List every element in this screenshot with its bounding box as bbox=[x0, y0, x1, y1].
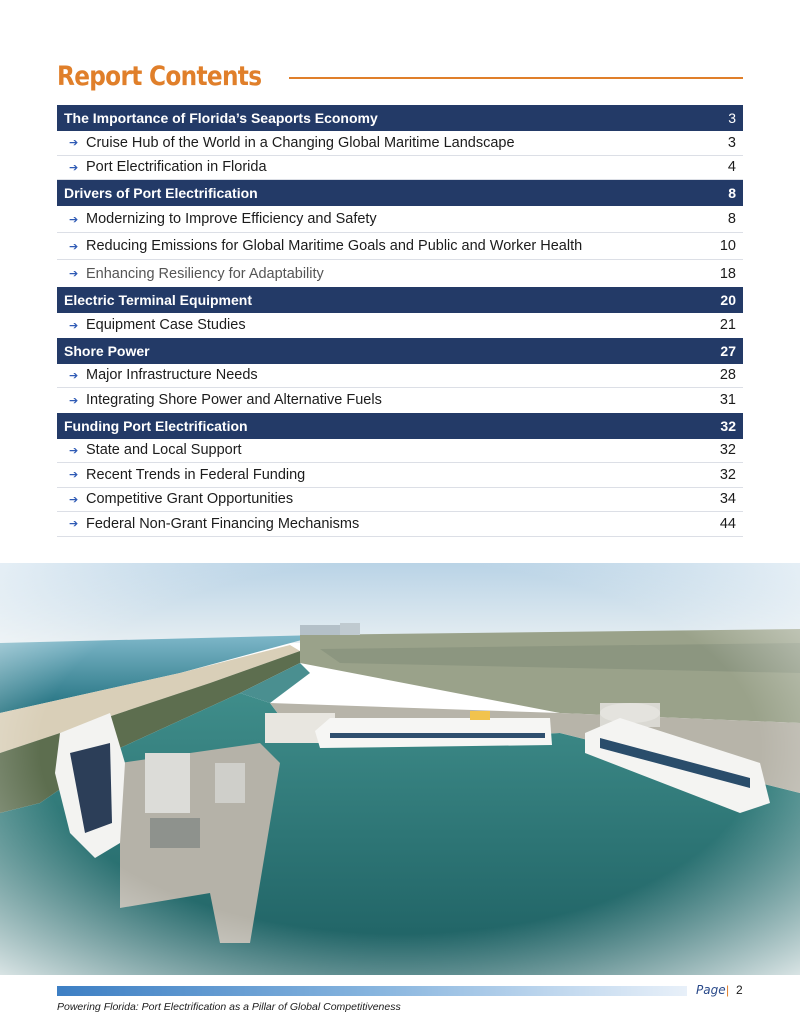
page-number: 2 bbox=[736, 983, 743, 997]
toc-item-page: 10 bbox=[719, 238, 736, 254]
toc-item-label: Competitive Grant Opportunities bbox=[86, 491, 294, 508]
page-label: Page bbox=[696, 983, 726, 997]
arrow-right-icon: ➔ bbox=[69, 213, 79, 226]
toc-item[interactable] bbox=[57, 260, 743, 287]
toc-item[interactable] bbox=[57, 488, 743, 513]
arrow-right-icon: ➔ bbox=[69, 444, 79, 457]
toc-item-page: 28 bbox=[719, 367, 736, 384]
toc-item[interactable] bbox=[57, 206, 743, 233]
toc-item-page: 3 bbox=[727, 134, 736, 151]
toc-item-label: Integrating Shore Power and Alternative Fuels bbox=[86, 392, 382, 409]
arrow-right-icon: ➔ bbox=[69, 469, 79, 482]
toc-section-page: 3 bbox=[728, 110, 736, 126]
arrow-right-icon: ➔ bbox=[69, 319, 79, 332]
arrow-right-icon: ➔ bbox=[69, 137, 79, 150]
toc-item-label: Equipment Case Studies bbox=[86, 317, 246, 334]
arrow-right-icon: ➔ bbox=[69, 518, 79, 531]
toc-item-label: Cruise Hub of the World in a Changing Global Maritime Landscape bbox=[86, 134, 515, 151]
page-title: Report Contents bbox=[57, 60, 262, 92]
toc-item[interactable] bbox=[57, 463, 743, 488]
toc-item-label: Reducing Emissions for Global Maritime Goals and Public and Worker Health bbox=[86, 238, 583, 254]
toc-section-label: Electric Terminal Equipment bbox=[64, 292, 253, 308]
table-of-contents bbox=[57, 105, 743, 537]
toc-section-label: Funding Port Electrification bbox=[64, 417, 248, 434]
toc-item-label: Port Electrification in Florida bbox=[86, 159, 267, 176]
toc-item-page: 34 bbox=[719, 491, 736, 508]
footer-gradient-bar bbox=[57, 986, 687, 996]
toc-item-page: 44 bbox=[719, 515, 736, 532]
title-divider bbox=[289, 77, 743, 79]
report-contents-header bbox=[57, 58, 743, 94]
toc-item-page: 8 bbox=[727, 211, 736, 227]
toc-item[interactable] bbox=[57, 233, 743, 260]
arrow-right-icon: ➔ bbox=[69, 161, 79, 174]
toc-item[interactable] bbox=[57, 439, 743, 464]
toc-item-page: 32 bbox=[719, 442, 736, 459]
arrow-right-icon: ➔ bbox=[69, 240, 79, 253]
toc-section-page: 27 bbox=[720, 342, 736, 359]
toc-section[interactable] bbox=[57, 413, 743, 439]
toc-section[interactable] bbox=[57, 287, 743, 313]
toc-item[interactable] bbox=[57, 131, 743, 156]
toc-item-page: 21 bbox=[719, 317, 736, 334]
page-separator: | bbox=[726, 983, 730, 997]
toc-item[interactable] bbox=[57, 364, 743, 389]
toc-item[interactable] bbox=[57, 156, 743, 181]
toc-item-page: 31 bbox=[719, 392, 736, 409]
toc-item-page: 18 bbox=[719, 265, 736, 282]
toc-item[interactable] bbox=[57, 512, 743, 537]
toc-item-label: Major Infrastructure Needs bbox=[86, 367, 258, 384]
toc-section[interactable] bbox=[57, 338, 743, 364]
footer-document-title: Powering Florida: Port Electrification as a Pillar of Global Competitiveness bbox=[57, 1001, 401, 1013]
toc-item[interactable] bbox=[57, 388, 743, 413]
aerial-port-photo bbox=[0, 563, 800, 975]
toc-section-page: 32 bbox=[720, 417, 736, 434]
arrow-right-icon: ➔ bbox=[69, 493, 79, 506]
toc-item-page: 4 bbox=[727, 159, 736, 176]
toc-section-label: The Importance of Florida’s Seaports Economy bbox=[64, 110, 378, 126]
arrow-right-icon: ➔ bbox=[69, 394, 79, 407]
toc-item-label: Recent Trends in Federal Funding bbox=[86, 466, 306, 483]
toc-item-label: Enhancing Resiliency for Adaptability bbox=[86, 265, 324, 282]
toc-section[interactable] bbox=[57, 105, 743, 131]
toc-item-label: Modernizing to Improve Efficiency and Safety bbox=[86, 211, 377, 227]
toc-item-label: Federal Non-Grant Financing Mechanisms bbox=[86, 515, 360, 532]
toc-section-label: Shore Power bbox=[64, 342, 150, 359]
toc-section-label: Drivers of Port Electrification bbox=[64, 185, 258, 201]
toc-item[interactable] bbox=[57, 313, 743, 338]
arrow-right-icon: ➔ bbox=[69, 369, 79, 382]
toc-section-page: 20 bbox=[720, 292, 736, 308]
arrow-right-icon: ➔ bbox=[69, 268, 79, 280]
toc-section[interactable] bbox=[57, 180, 743, 206]
toc-item-label: State and Local Support bbox=[86, 442, 242, 459]
toc-section-page: 8 bbox=[728, 185, 736, 201]
toc-item-page: 32 bbox=[719, 466, 736, 483]
